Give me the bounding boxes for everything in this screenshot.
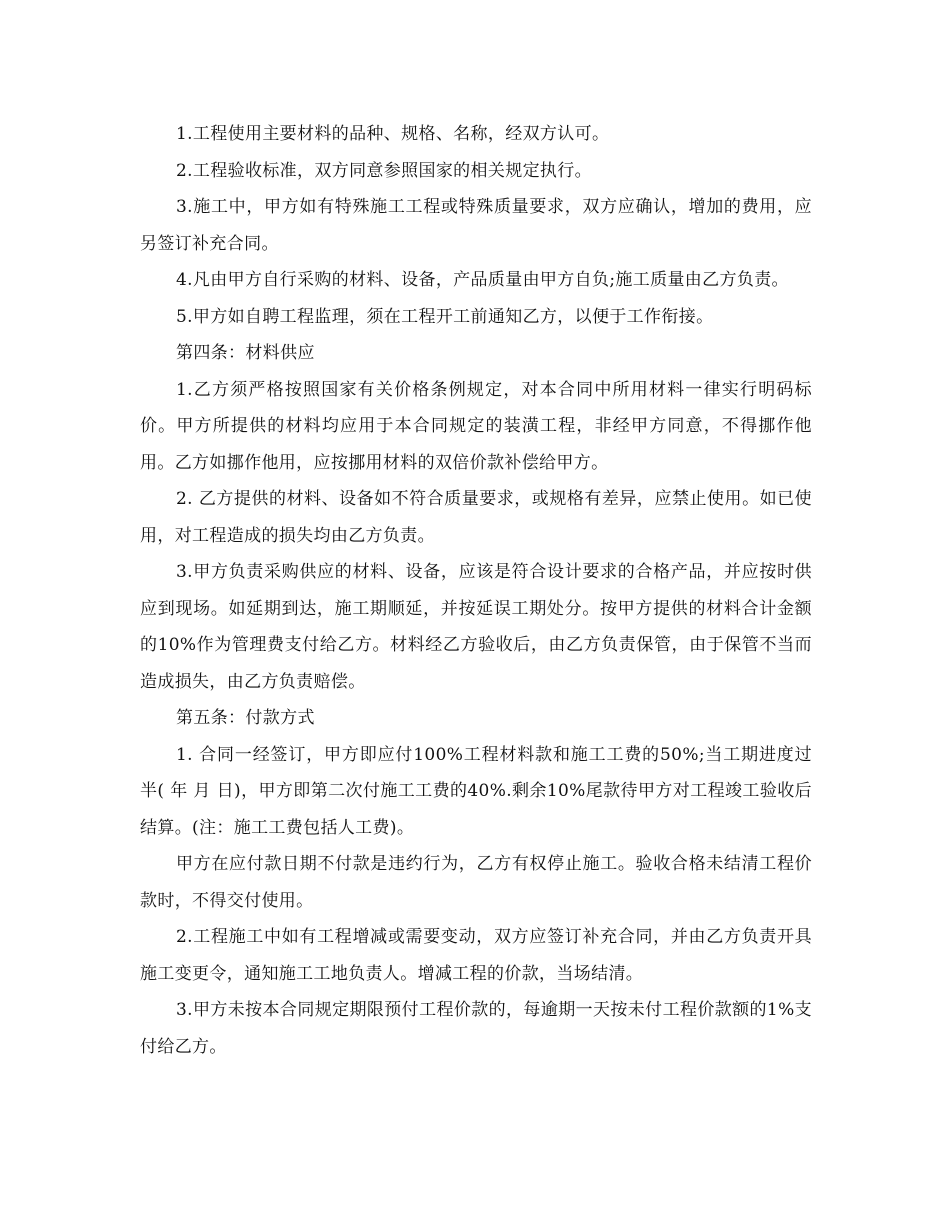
paragraph-8: 3.甲方负责采购供应的材料、设备，应该是符合设计要求的合格产品，并应按时供应到现场。如延期到达，施工期顺延，并按延误工期处分。按甲方提供的材料合计金额的10%作为管理费支付给乙方。材料经乙方验收后，由乙方负责保管，由于保管不当而造成损失，由乙方负责赔偿。 [140, 562, 812, 692]
document-body [140, 116, 812, 1065]
section-heading-article-4: 第四条：材料供应 [176, 343, 315, 363]
paragraph-9: 1. 合同一经签订，甲方即应付100%工程材料款和施工工费的50%;当工期进度过半( 年 月 日)，甲方即第二次付施工工费的40%.剩余10%尾款待甲方对工程竣工验收后结算。(注：施工工费包括人工费)。 [140, 744, 812, 838]
paragraph-2: 2.工程验收标准，双方同意参照国家的相关规定执行。 [176, 160, 592, 181]
paragraph-4: 4.凡由甲方自行采购的材料、设备，产品质量由甲方自负;施工质量由乙方负责。 [176, 270, 789, 290]
paragraph-10: 甲方在应付款日期不付款是违约行为，乙方有权停止施工。验收合格未结清工程价款时，不得交付使用。 [140, 854, 812, 911]
section-heading-article-5: 第五条：付款方式 [176, 708, 315, 728]
paragraph-5: 5.甲方如自聘工程监理，须在工程开工前通知乙方，以便于工作衔接。 [176, 306, 714, 327]
paragraph-3: 3.施工中，甲方如有特殊施工工程或特殊质量要求，双方应确认，增加的费用，应另签订补充合同。 [140, 197, 812, 254]
paragraph-12: 3.甲方未按本合同规定期限预付工程价款的，每逾期一天按未付工程价款额的1%支付给乙方。 [140, 1000, 812, 1057]
paragraph-6: 1.乙方须严格按照国家有关价格条例规定，对本合同中所用材料一律实行明码标价。甲方所提供的材料均应用于本合同规定的装潢工程，非经甲方同意，不得挪作他用。乙方如挪作他用，应按挪用材料的双倍价款补偿给甲方。 [140, 379, 812, 473]
paragraph-7: 2. 乙方提供的材料、设备如不符合质量要求，或规格有差异，应禁止使用。如已使用，对工程造成的损失均由乙方负责。 [140, 489, 812, 546]
paragraph-11: 2.工程施工中如有工程增减或需要变动，双方应签订补充合同，并由乙方负责开具施工变更令，通知施工工地负责人。增减工程的价款，当场结清。 [140, 927, 812, 984]
paragraph-1: 1.工程使用主要材料的品种、规格、名称，经双方认可。 [176, 124, 610, 144]
